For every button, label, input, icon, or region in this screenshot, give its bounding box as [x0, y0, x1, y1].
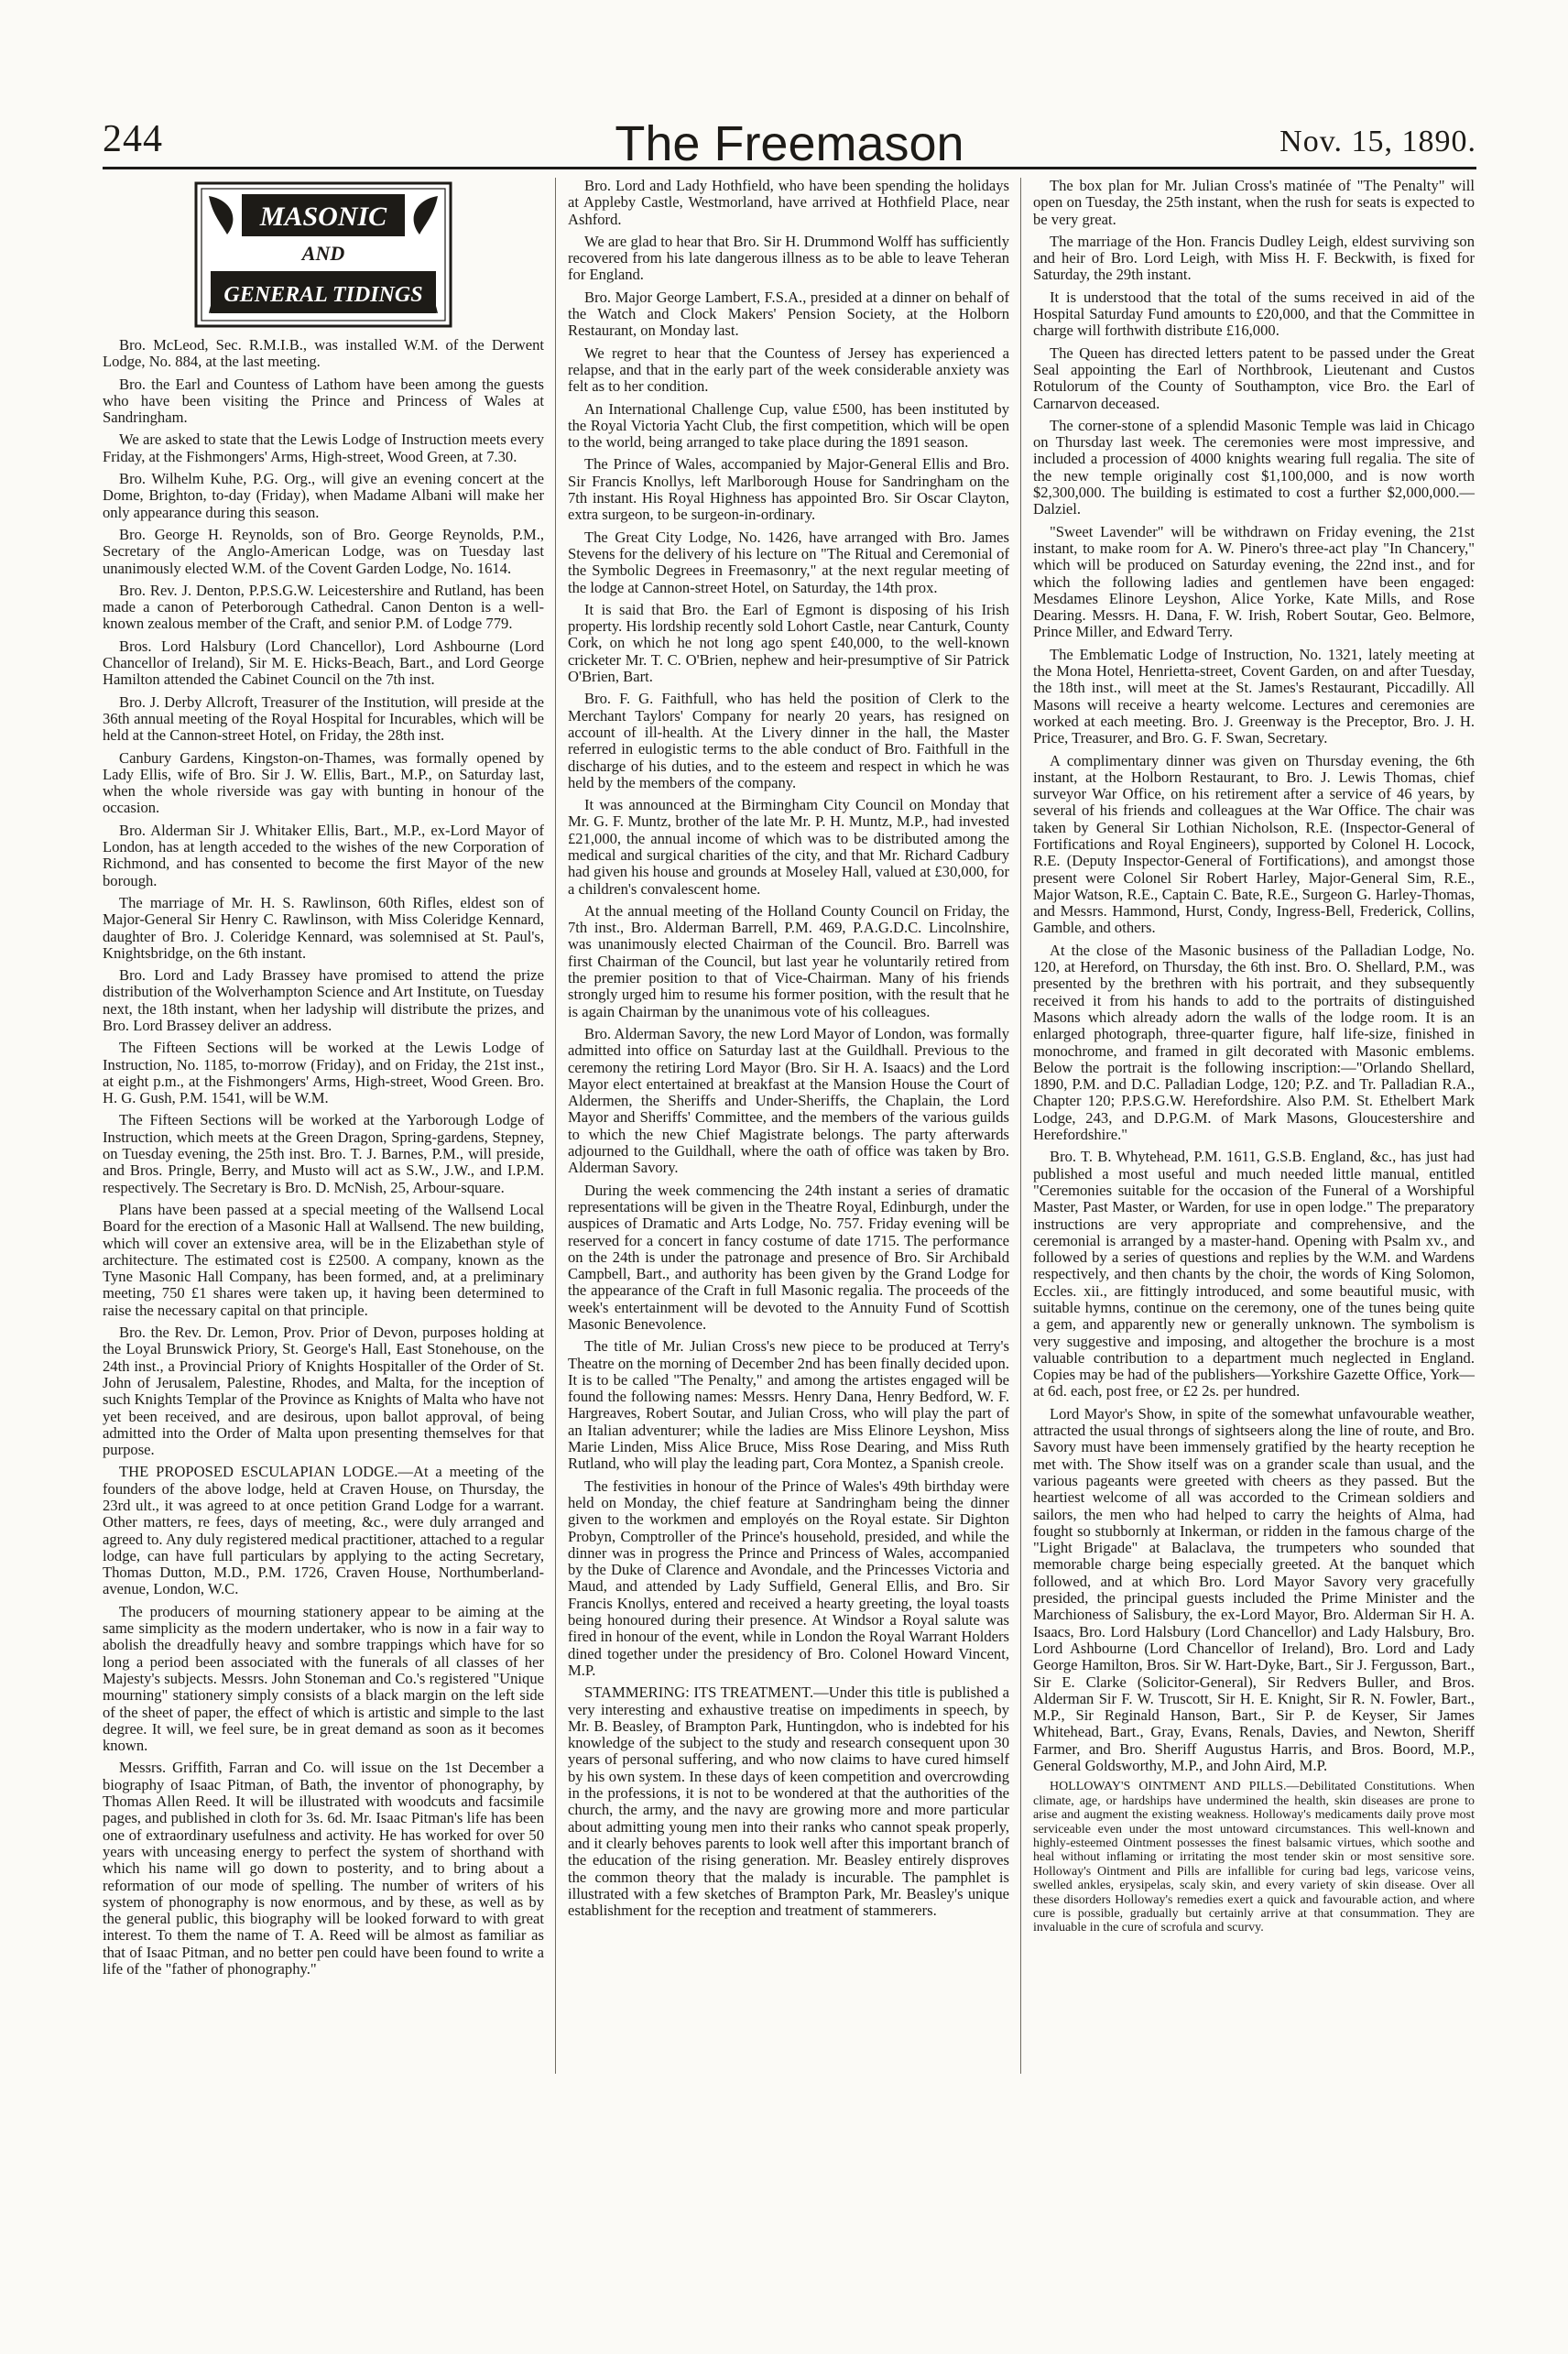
news-paragraph: At the annual meeting of the Holland County Council on Friday, the 7th inst., Bro. Alderman Barrell, P.M. 469, P.A.G.D.C. Lincolnshire, was unanimously elected Chairman of the Council. Bro. Barrell was first Chairman of the Council, but last year he voluntarily retired from the premier position to that of Vice-Chairman. Many of his friends strongly urged him to resume his former position, with the result that he is again Chairman by the unanimous vote of his colleagues. [568, 901, 1009, 1020]
news-paragraph: Bro. J. Derby Allcroft, Treasurer of the Institution, will preside at the 36th annual meeting of the Royal Hospital for Incurables, which will be held at the Cannon-street Hotel, on Friday, the 28th inst. [103, 692, 544, 745]
news-paragraph: Bro. Major George Lambert, F.S.A., presided at a dinner on behalf of the Watch and Clock Makers' Pension Society, at the Holborn Restaurant, on Monday last. [568, 288, 1009, 340]
column-divider [555, 178, 556, 2074]
news-paragraph: We regret to hear that the Countess of Jersey has experienced a relapse, and that in the early part of the week considerable anxiety was felt as to her condition. [568, 343, 1009, 396]
news-paragraph: The corner-stone of a splendid Masonic Temple was laid in Chicago on Thursday last week. The ceremonies were most impressive, and included a procession of 4000 knights wearing full regalia. The site of the new temple originally cost $1,100,000, and is now worth $2,300,000. The building is estimated to cost a further $2,000,000.—Dalziel. [1033, 416, 1475, 518]
banner-artwork [194, 181, 452, 328]
banner-line-1: MASONIC [259, 202, 387, 232]
news-paragraph: The Queen has directed letters patent to be passed under the Great Seal appointing the Earl of Northbrook, Lieutenant and Custos Rotulorum of the County of Southampton, vice Bro. the Earl of Carnarvon deceased. [1033, 343, 1475, 412]
news-paragraph: Canbury Gardens, Kingston-on-Thames, was formally opened by Lady Ellis, wife of Bro. Sir J. W. Ellis, Bart., M.P., on Saturday last, when the whole riverside was gay with bunting in honour of the occasion. [103, 748, 544, 817]
banner-line-3: GENERAL TIDINGS [223, 283, 423, 307]
column-2 [568, 178, 1009, 1919]
news-paragraph: Plans have been passed at a special meeting of the Wallsend Local Board for the erection of a Masonic Hall at Wallsend. The new building, which will cover an extensive area, will be in the Elizabethan style of architecture. The estimated cost is £2500. A company, known as the Tyne Masonic Hall Company, has been formed, and, at a preliminary meeting, 750 £1 shares were taken up, it having been determined to raise the necessary capital on that principle. [103, 1200, 544, 1319]
news-paragraph: THE PROPOSED ESCULAPIAN LODGE.—At a meeting of the founders of the above lodge, held at Craven House, on Thursday, the 23rd ult., it was agreed to at once petition Grand Lodge for a warrant. Other matters, re fees, days of meeting, &c., were duly arranged and agreed to. Any duly registered medical practitioner, attached to a regular lodge, can have full particulars by applying to the acting Secretary, Thomas Dutton, M.D., P.M. 1726, Craven House, Northumberland-avenue, London, W.C. [103, 1463, 544, 1598]
news-paragraph: STAMMERING: ITS TREATMENT.—Under this title is published a very interesting and exhaustive treatise on impediments in speech, by Mr. B. Beasley, of Brampton Park, Huntingdon, who is indebted for his knowledge of the subject to the study and research consequent upon 30 years of personal suffering, and who now claims to have cured himself by his own system. In these days of keen competition and overcrowding in the professions, it is not to be wondered at that the authorities of the church, the army, and the navy are growing more and more particular about admitting young men into their ranks who cannot speak properly, and it clearly behoves parents to look well after this important branch of the education of the rising generation. Mr. Beasley entirely disproves the common theory that the malady is incurable. The pamphlet is illustrated with a few sketches of Brampton Park, Mr. Beasley's unique establishment for the reception and treatment of stammerers. [568, 1684, 1009, 1920]
page-header [103, 115, 1476, 180]
news-paragraph: Bro. McLeod, Sec. R.M.I.B., was installed W.M. of the Derwent Lodge, No. 884, at the last meeting. [103, 336, 544, 371]
header-rule [103, 167, 1476, 169]
section-banner [103, 178, 544, 332]
news-paragraph: Bro. F. G. Faithfull, who has held the position of Clerk to the Merchant Taylors' Company for nearly 20 years, has resigned on account of ill-health. At the Livery dinner in the hall, the Master referred in eulogistic terms to the able conduct of Bro. Faithfull in the discharge of his duties, and to the esteem and respect in which he was held by the members of the company. [568, 690, 1009, 791]
news-paragraph: Bros. Lord Halsbury (Lord Chancellor), Lord Ashbourne (Lord Chancellor of Ireland), Sir M. E. Hicks-Beach, Bart., and Lord George Hamilton attended the Cabinet Council on the 7th inst. [103, 637, 544, 689]
issue-date: Nov. 15, 1890. [1279, 125, 1476, 158]
news-paragraph: Bro. Lord and Lady Hothfield, who have been spending the holidays at Appleby Castle, Westmorland, have arrived at Hothfield Place, near Ashford. [568, 177, 1009, 228]
news-paragraph: The marriage of Mr. H. S. Rawlinson, 60th Rifles, eldest son of Major-General Sir Henry C. Rawlinson, with Miss Coleridge Kennard, daughter of Bro. J. Coleridge Kennard, was solemnised at St. Paul's, Knightsbridge, on the 6th instant. [103, 893, 544, 962]
advertisement-paragraph: HOLLOWAY'S OINTMENT AND PILLS.—Debilitated Constitutions. When climate, age, or hardships have undermined the health, skin diseases are prone to arise and augment the existing weakness. Holloway's medicaments daily prove most serviceable even under the most untoward circumstances. This well-known and highly-esteemed Ointment possesses the finest balsamic virtues, which soothe and heal without inflaming or irritating the most tender skin or most sensitive sore. Holloway's Ointment and Pills are infallible for curing bad legs, varicose veins, swelled ankles, erysipelas, scaly skin, and every variety of skin disease. Over all these disorders Holloway's remedies exert a quick and favourable action, and where cure is possible, gradually but certainly arrive at that consummation. They are invaluable in the cure of scrofula and scurvy. [1033, 1780, 1475, 1935]
news-paragraph: We are asked to state that the Lewis Lodge of Instruction meets every Friday, at the Fishmongers' Arms, High-street, Wood Green, at 7.30. [103, 430, 544, 465]
news-paragraph: The Great City Lodge, No. 1426, have arranged with Bro. James Stevens for the delivery of his lecture on "The Ritual and Ceremonial of the Symbolic Degrees in Freemasonry," at the next regular meeting of the lodge at Cannon-street Hotel, on Saturday, the 14th prox. [568, 528, 1009, 596]
news-paragraph: "Sweet Lavender" will be withdrawn on Friday evening, the 21st instant, to make room for A. W. Pinero's three-act play "In Chancery," which will be produced on Saturday evening, the 22nd inst., and for which the following ladies and gentlemen have been engaged: Mesdames Elinore Leyshon, Alice Yorke, Kate Mills, and Rose Dearing. Messrs. H. Dana, F. W. Irish, Robert Soutar, Geo. Belmore, Prince Miller, and Edward Terry. [1033, 522, 1475, 641]
news-paragraph: The Fifteen Sections will be worked at the Lewis Lodge of Instruction, No. 1185, to-morrow (Friday), and on Friday, the 21st inst., at eight p.m., at the Fishmongers' Arms, High-street, Wood Green. Bro. H. G. Gush, P.M. 1541, will be W.M. [103, 1039, 544, 1107]
banner-line-2: AND [301, 242, 345, 265]
news-paragraph: The festivities in honour of the Prince of Wales's 49th birthday were held on Monday, the chief feature at Sandringham being the dinner given to the workmen and employés on the Royal estate. Sir Dighton Probyn, Comptroller of the Prince's household, presided, and while the dinner was in progress the Prince and Princess of Wales, accompanied by the Duke of Clarence and Avondale, and the Princesses Victoria and Maud, and attended by Lady Suffield, General Ellis, and Bro. Sir Francis Knollys, entered and received a hearty greeting, the loyal toasts being honoured during their presence. At Windsor a Royal salute was fired in honour of the event, while in London the Royal Warrant Holders dined together under the presidency of Bro. Colonel Howard Vincent, M.P. [568, 1477, 1009, 1679]
news-paragraph: Bro. T. B. Whytehead, P.M. 1611, G.S.B. England, &c., has just had published a most useful and much needed little manual, entitled "Ceremonies suitable for the occasion of the Funeral of a Worshipful Master, Past Master, or Warden, for use in open lodge." The preparatory instructions are very appropriate and comprehensive, and the ceremonial is arranged by a master-hand. Opening with Psalm xv., and followed by a series of questions and replies by the W.M. and Wardens respectively, and then chants by the choir, the words of King Solomon, Eccles. xii., are fittingly introduced, and some beautiful music, with suitable hymns, continue on the ceremony, one of the tunes being quite a gem, and apparently new or generally unknown. The symbolism is very suggestive and imposing, and altogether the brochure is a most valuable contribution to a department much neglected in England. Copies may be had of the publishers—Yorkshire Gazette Office, York—at 6d. each, post free, or £2 2s. per hundred. [1033, 1148, 1475, 1400]
news-paragraph: The title of Mr. Julian Cross's new piece to be produced at Terry's Theatre on the morning of December 2nd has been finally decided upon. It is to be called "The Penalty," and among the artistes engaged will be found the following names: Messrs. Henry Dana, Henry Bedford, W. F. Hargreaves, Robert Soutar, and Julian Cross, who will play the part of an Italian adventurer; while the ladies are Miss Elinore Leyshon, Miss Marie Linden, Miss Alice Bruce, Miss Rose Dearing, and Miss Ruth Rutland, who will play the leading part, Cora Montez, a Spanish creole. [568, 1337, 1009, 1473]
news-paragraph: During the week commencing the 24th instant a series of dramatic representations will be given in the Theatre Royal, Edinburgh, under the auspices of Dramatic and Arts Lodge, No. 757. Friday evening will be reserved for a concert in fancy costume of date 1715. The performance on the 24th is under the patronage and presence of Bro. Sir Archibald Campbell, Bart., and authority has been given by the Grand Lodge for the appearance of the Craft in full Masonic regalia. The proceeds of the week's entertainment will be devoted to the Annuity Fund of Scottish Masonic Benevolence. [568, 1181, 1009, 1333]
news-paragraph: We are glad to hear that Bro. Sir H. Drummond Wolff has sufficiently recovered from his late dangerous illness as to be able to leave Teheran for England. [568, 232, 1009, 284]
news-paragraph: The Prince of Wales, accompanied by Major-General Ellis and Bro. Sir Francis Knollys, left Marlborough House for Sandringham on the 7th instant. His Royal Highness has appointed Bro. Sir Oscar Clayton, extra surgeon, to be surgeon-in-ordinary. [568, 455, 1009, 524]
page-number: 244 [103, 118, 163, 160]
news-paragraph: Bro. Wilhelm Kuhe, P.G. Org., will give an evening concert at the Dome, Brighton, to-day (Friday), when Madame Albani will make her only appearance during this season. [103, 470, 544, 521]
news-paragraph: A complimentary dinner was given on Thursday evening, the 6th instant, at the Holborn Restaurant, to Bro. J. Lewis Thomas, chief surveyor War Office, on his retirement after a service of 46 years, by several of his friends and colleagues at the War Office. The chair was taken by General Sir Lothian Nicholson, R.E. (Inspector-General of Fortifications and Royal Engineers), supported by Colonel H. Locock, R.E. (Deputy Inspector-General of Fortifications), and amongst those present were Colonel Sir Robert Harley, Major-General Sim, R.E., Major Watson, R.E., Captain C. Bate, R.E., Surgeon G. Harley-Thomas, and Messrs. Hammond, Hurst, Condy, Ingress-Bell, Frederick, Collins, Gamble, and others. [1033, 751, 1475, 937]
news-paragraph: The Fifteen Sections will be worked at the Yarborough Lodge of Instruction, which meets at the Green Dragon, Spring-gardens, Stepney, on Tuesday evening, the 25th inst. Bro. T. J. Barnes, P.M., will preside, and Bros. Pringle, Berry, and Musto will act as S.W., J.W., and I.P.M. respectively. The Secretary is Bro. D. McNish, 25, Arbour-square. [103, 1111, 544, 1196]
news-paragraph: Bro. Lord and Lady Brassey have promised to attend the prize distribution of the Wolverhampton Science and Art Institute, on Tuesday next, the 18th instant, when her ladyship will distribute the prizes, and Bro. Lord Brassey deliver an address. [103, 966, 544, 1034]
masthead-title: The Freemason [615, 116, 964, 171]
news-paragraph: Bro. Rev. J. Denton, P.P.S.G.W. Leicestershire and Rutland, has been made a canon of Peterborough Cathedral. Canon Denton is a well-known zealous member of the Craft, and senior P.M. of Lodge 779. [103, 581, 544, 633]
news-paragraph: The box plan for Mr. Julian Cross's matinée of "The Penalty" will open on Tuesday, the 25th instant, when the rush for seats is expected to be very great. [1033, 177, 1475, 228]
column-3 [1033, 178, 1475, 1935]
news-paragraph: Bro. Alderman Savory, the new Lord Mayor of London, was formally admitted into office on Saturday last at the Guildhall. Previous to the ceremony the retiring Lord Mayor (Bro. Sir H. A. Isaacs) and the Lord Mayor elect entertained at breakfast at the Mansion House the Court of Aldermen, the Sheriffs and Under-Sheriffs, the Chaplain, the Lord Mayor and Sheriffs' Committee, and the members of the various guilds to which the new Chief Magistrate belongs. The party afterwards adjourned to the Guildhall, where the oath of office was taken by Bro. Alderman Savory. [568, 1024, 1009, 1177]
news-paragraph: Lord Mayor's Show, in spite of the somewhat unfavourable weather, attracted the usual throngs of sightseers along the line of route, and Bro. Savory must have been immensely gratified by the hearty reception he met with. The Show itself was on a grander scale than usual, and the various pageants were greeted with cheers as they passed. But the heartiest welcome of all was accorded to the Crimean soldiers and sailors, the men who had helped to carry the heights of Alma, had fought so stubbornly at Inkerman, or ridden in the famous charge of the "Light Brigade" at Balaclava, the trumpeters who sounded that memorable charge being especially greeted. At the banquet which followed, and at which Bro. Lord Mayor Savory very gracefully presided, the principal guests included the Prime Minister and the Marchioness of Salisbury, the ex-Lord Mayor, Bro. Alderman Sir H. A. Isaacs, Bro. Lord Halsbury (Lord Chancellor) and Lady Halsbury, Bro. Lord Ashbourne (Lord Chancellor of Ireland), Bro. Lord and Lady George Hamilton, Bros. Sir W. Hart-Dyke, Bart., Sir J. Fergusson, Bart., Sir E. Clarke (Solicitor-General), Sir Redvers Buller, and Bros. Alderman Sir F. W. Truscott, Sir H. E. Knight, Sir R. N. Fowler, Bart., M.P., Sir Reginald Hanson, Bart., Sir P. de Keyser, Sir James Whitehead, Bart., Gray, Evans, Renals, Davies, and Newton, Sheriff Farmer, and Bro. Sheriff Augustus Harris, and Bros. Boord, M.P., General Goldsworthy, M.P., and John Aird, M.P. [1033, 1404, 1475, 1775]
news-paragraph: The Emblematic Lodge of Instruction, No. 1321, lately meeting at the Mona Hotel, Henrietta-street, Covent Garden, on and after Tuesday, the 18th inst., will meet at the St. James's Restaurant, Piccadilly. All Masons will receive a hearty welcome. Lectures and ceremonies are worked at each meeting. Bro. J. Greenway is the Preceptor, Bro. J. H. Price, Treasurer, and Bro. G. F. Swan, Secretary. [1033, 645, 1475, 747]
news-paragraph: The marriage of the Hon. Francis Dudley Leigh, eldest surviving son and heir of Bro. Lord Leigh, with Miss H. F. Beckwith, is fixed for Saturday, the 29th instant. [1033, 232, 1475, 284]
news-paragraph: Bro. the Rev. Dr. Lemon, Prov. Prior of Devon, purposes holding at the Loyal Brunswick Priory, St. George's Hall, East Stonehouse, on the 24th inst., a Provincial Priory of Knights Hospitaller of the Order of St. John of Jerusalem, Palestine, Rhodes, and Malta, for the inception of such Knights Templar of the Province as Knights of Malta who have not yet been received, and are desirous, upon ballot approval, of being admitted into the Order of Malta upon presenting themselves for that purpose. [103, 1324, 544, 1459]
news-paragraph: Bro. George H. Reynolds, son of Bro. George Reynolds, P.M., Secretary of the Anglo-American Lodge, was on Tuesday last unanimously elected W.M. of the Covent Garden Lodge, No. 1614. [103, 525, 544, 577]
news-paragraph: At the close of the Masonic business of the Palladian Lodge, No. 120, at Hereford, on Thursday, the 6th inst. Bro. O. Shellard, P.M., was presented by the brethren with his portrait, and they subsequently received it from his hands to add to the portraits of distinguished Masons which already adorn the walls of the lodge room. It is an enlarged photograph, three-quarter figure, half life-size, finished in monochrome, and framed in gilt decorated with Masonic emblems. Below the portrait is the following inscription:—"Orlando Shellard, 1890, P.M. and D.C. Palladian Lodge, 120; P.Z. and Tr. Palladian R.A., Chapter 120; P.P.S.G.W. Herefordshire. Also P.M. St. Ethelbert Mark Lodge, 243, and D.P.G.M. of Mark Masons, Gloucestershire and Herefordshire." [1033, 941, 1475, 1144]
news-paragraph: Bro. the Earl and Countess of Lathom have been among the guests who have been visiting the Prince and Princess of Wales at Sandringham. [103, 375, 544, 427]
news-paragraph: Messrs. Griffith, Farran and Co. will issue on the 1st December a biography of Isaac Pitman, of Bath, the inventor of phonography, by Thomas Allen Reed. It will be illustrated with woodcuts and facsimile pages, and published in cloth for 3s. 6d. Mr. Isaac Pitman's life has been one of extraordinary usefulness and activity. He has worked for over 50 years with unceasing energy to perfect the system of shorthand with which his name will go down to posterity, and to bring about a reformation of our mode of spelling. The number of writers of his system of phonography is now enormous, and by these, as well as by the general public, this biography will be looked forward to with great interest. To them the name of T. A. Reed will be almost as familiar as that of Isaac Pitman, and no better pen could have been found to write a life of the "father of phonography." [103, 1759, 544, 1978]
column-1 [103, 178, 544, 1978]
column-divider [1020, 178, 1021, 2074]
news-paragraph: It was announced at the Birmingham City Council on Monday that Mr. G. F. Muntz, brother of the late Mr. P. H. Muntz, M.P., had invested £21,000, the annual income of which was to be distributed among the medical and surgical charities of the city, and that Mr. Richard Cadbury had given his house and grounds at Moseley Hall, valued at £30,000, for a children's convalescent home. [568, 796, 1009, 898]
news-paragraph: It is said that Bro. the Earl of Egmont is disposing of his Irish property. His lordship recently sold Lohort Castle, near Canturk, County Cork, on which he not long ago spent £40,000, to the well-known cricketer Mr. T. C. O'Brien, nephew and heir-presumptive of Sir Patrick O'Brien, Bart. [568, 600, 1009, 686]
news-paragraph: An International Challenge Cup, value £500, has been instituted by the Royal Victoria Yacht Club, the first competition, which will be open to the world, being arranged to take place during the 1891 season. [568, 399, 1009, 452]
news-paragraph: The producers of mourning stationery appear to be aiming at the same simplicity as the modern undertaker, who is now in a fair way to abolish the dreadfully heavy and sombre trappings which have for so long a period been associated with the funerals of all classes of her Majesty's subjects. Messrs. John Stoneman and Co.'s registered "Unique mourning" stationery simply consists of a black margin on the left side of the sheet of paper, the effect of which is artistic and simple to the last degree. It will, we feel sure, be in great demand as soon as it becomes known. [103, 1602, 544, 1755]
news-paragraph: It is understood that the total of the sums received in aid of the Hospital Saturday Fund amounts to £20,000, and that the Committee in charge will forthwith distribute £16,000. [1033, 288, 1475, 340]
news-paragraph: Bro. Alderman Sir J. Whitaker Ellis, Bart., M.P., ex-Lord Mayor of London, has at length acceded to the wishes of the new Corporation of Richmond, and has consented to become the first Mayor of the new borough. [103, 821, 544, 889]
